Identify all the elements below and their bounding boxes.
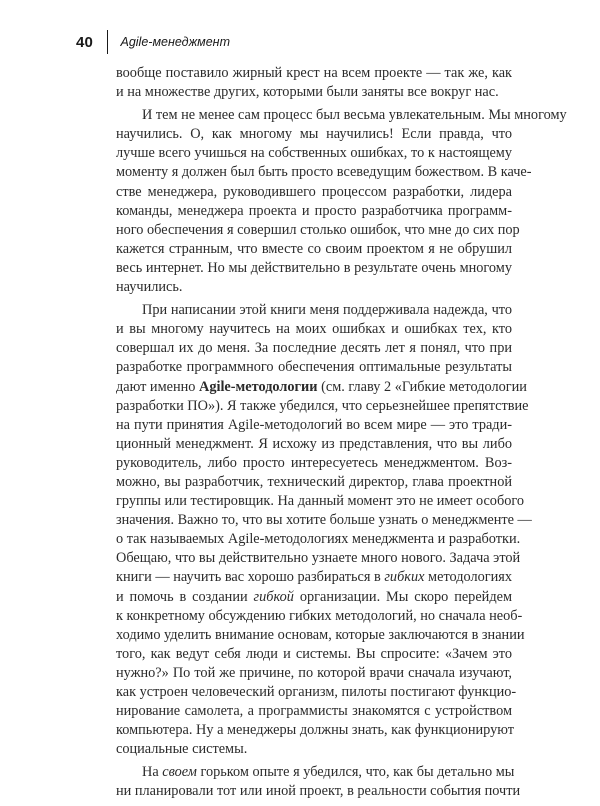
- running-title: Agile-менеджмент: [120, 35, 230, 49]
- text-line: вообще поставило жирный крест на всем проекте — так же, как: [116, 65, 512, 81]
- text-line: [116, 588, 512, 607]
- text-line: социальные системы.: [116, 741, 248, 758]
- text-line: руководитель, либо просто интересуетесь менеджментом. Воз-: [116, 454, 512, 471]
- text-line: разработке программного обеспечения оптимальные результаты: [116, 359, 512, 376]
- text-run: (см. главу 2 «Гибкие методологии: [317, 378, 527, 395]
- text-line: как устроен человеческий организм, пилоты постигают функцио-: [116, 684, 517, 700]
- body-text: [116, 64, 567, 806]
- text-line: того, как ведут себя люди и системы. Вы спросите: «Зачем это: [116, 645, 512, 662]
- text-run: горьком опыте я убедился, что, как бы детально мы: [196, 764, 515, 781]
- text-run: методологиях: [424, 569, 512, 586]
- text-line: значения. Важно то, что вы хотите больше узнать о менеджменте —: [116, 512, 532, 529]
- text-line: [116, 763, 515, 782]
- text-line: научились. О, как многому мы научились! Если правда, что: [116, 126, 512, 143]
- page-number: 40: [76, 33, 94, 51]
- text-line: моменту я должен был быть просто всеведущим божеством. В каче-: [116, 164, 532, 181]
- text-line: [116, 378, 527, 397]
- italic-term: своем: [162, 764, 197, 781]
- text-line: и на множестве других, которыми были заняты все вокруг нас.: [116, 84, 499, 101]
- italic-term: гибкой: [253, 588, 294, 605]
- text-line: научились.: [116, 279, 183, 296]
- text-line: нужно?» По той же причине, по которой врачи сначала изучают,: [116, 664, 512, 681]
- text-line: лучше всего учишься на собственных ошибках, то к настоящему: [116, 145, 512, 162]
- text-line: ходимо уделить внимание основам, которые заключаются в знании: [116, 626, 525, 643]
- text-line: ционный менеджмент. Я исхожу из представления, что вы либо: [116, 435, 512, 452]
- text-line: компьютера. Ну а менеджеры должны знать, как функционируют: [116, 722, 514, 739]
- text-line: совершал их до меня. За последние десять лет я понял, что при: [116, 340, 512, 357]
- text-line: ного обеспечения я совершил столько ошибок, что мне до сих пор: [116, 221, 520, 238]
- text-line: можно, вы разработчик, технический директор, глава проектной: [116, 473, 512, 490]
- text-line: При написании этой книги меня поддерживала надежда, что: [142, 302, 512, 319]
- bold-term: Agile-методологии: [199, 378, 318, 395]
- text-line: команды, менеджера проекта и просто разработчика программ-: [116, 202, 512, 219]
- header-divider: [107, 30, 108, 54]
- text-line: и вы многому научитесь на моих ошибках и ошибках тех, кто: [116, 321, 512, 338]
- text-run: организации. Мы скоро перейдем: [293, 588, 512, 605]
- italic-term: гибких: [384, 569, 425, 586]
- text-line: весь интернет. Но мы действительно в результате очень многому: [116, 259, 512, 276]
- text-line: ни планировали тот или иной проект, в реальности события почти: [116, 783, 521, 800]
- text-line: Обещаю, что вы действительно узнаете много нового. Задача этой: [116, 550, 521, 567]
- page-header: [76, 30, 230, 54]
- text-line: стве менеджера, руководившего процессом разработки, лидера: [116, 183, 512, 200]
- text-line: группы или тестировщик. На данный момент это не имеет особого: [116, 493, 525, 510]
- text-run: дают именно: [116, 378, 200, 395]
- text-run: и помочь в создании: [116, 588, 254, 605]
- text-line: кажется странным, что вместе со своим проектом я не обрушил: [116, 240, 512, 257]
- text-run: На: [142, 764, 163, 781]
- text-line: разработки ПО»). Я также убедился, что серьезнейшее препятствие: [116, 397, 529, 414]
- paragraph: [116, 64, 512, 102]
- text-line: о так называемых Agile-методологиях менеджмента и разработки.: [116, 531, 521, 548]
- text-line: [116, 568, 512, 587]
- paragraph: [116, 763, 521, 801]
- text-line: на пути принятия Agile-методологий во всем мире — это тради-: [116, 416, 512, 433]
- text-line: нирование самолета, а программисты знакомятся с устройством: [116, 703, 512, 720]
- text-line: к конкретному обсуждению гибких методологий, но сначала необ-: [116, 607, 523, 624]
- paragraph: [116, 106, 567, 297]
- text-line: И тем не менее сам процесс был весьма увлекательным. Мы многому: [142, 107, 567, 124]
- text-run: книги — научить вас хорошо разбираться в: [116, 569, 385, 586]
- paragraph: [116, 301, 532, 759]
